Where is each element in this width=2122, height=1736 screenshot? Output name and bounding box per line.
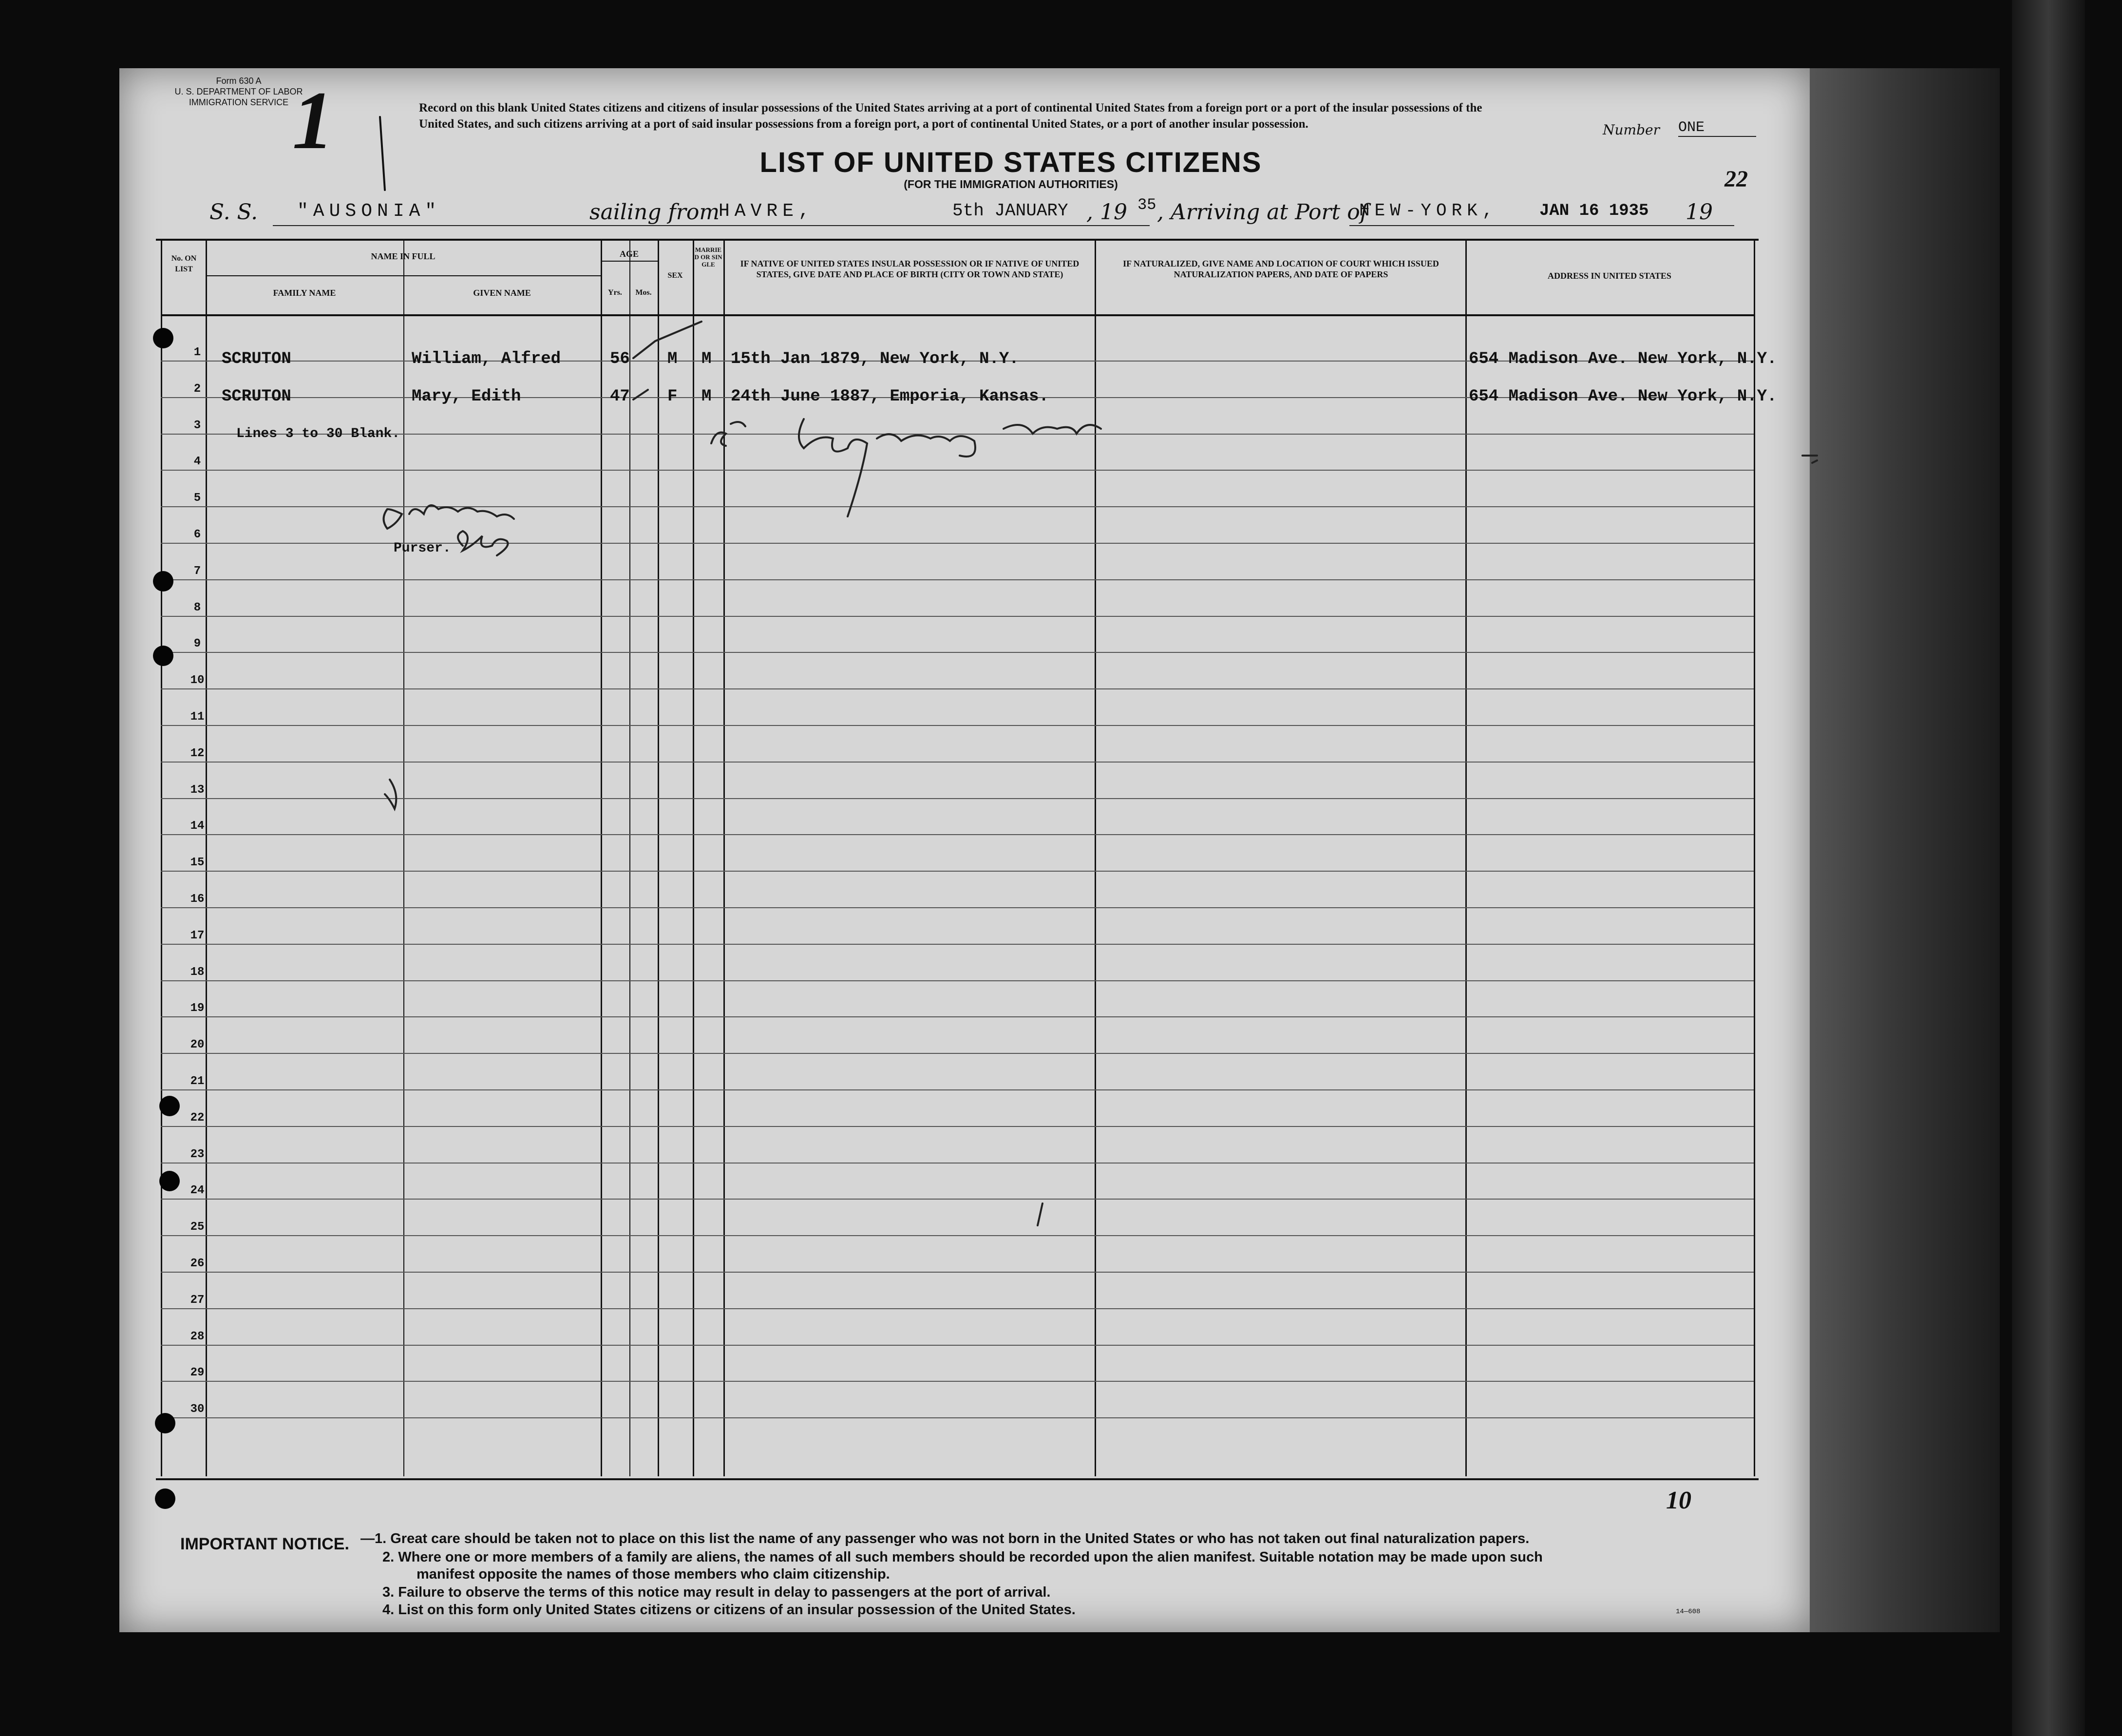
address-1: 654 Madison Ave. New York, N.Y.	[1469, 350, 1777, 368]
age-1: 56	[610, 350, 630, 368]
row-number: 9	[193, 637, 201, 651]
row-number: 27	[190, 1293, 205, 1307]
sailing-label: sailing from	[589, 200, 720, 225]
row-number: 28	[190, 1330, 205, 1343]
row-number: 4	[193, 455, 201, 469]
given-name-2: Mary, Edith	[412, 387, 521, 406]
marital-1: M	[701, 350, 712, 368]
header-married-single: MARRIED OR SINGLE	[694, 246, 722, 268]
header-given-name: GIVEN NAME	[473, 288, 531, 298]
ship-name: "AUSONIA"	[297, 201, 441, 222]
row-number: 20	[190, 1038, 205, 1052]
header-sex: SEX	[667, 271, 683, 280]
row-number: 5	[193, 492, 201, 505]
row-number: 11	[190, 710, 205, 724]
notice-item-1: —1. Great care should be taken not to place on this list the name of any passenger who was not born in the United States or who has not taken out final naturalization papers.	[360, 1531, 1530, 1546]
year-suffix: 35	[1137, 196, 1156, 214]
row-number: 8	[193, 601, 201, 614]
page-subtitle: (FOR THE IMMIGRATION AUTHORITIES)	[904, 178, 1118, 191]
row-number: 21	[190, 1075, 205, 1088]
header-age: AGE	[619, 249, 639, 259]
row-number: 12	[190, 746, 205, 760]
number-label: Number	[1603, 122, 1660, 138]
row-number: 19	[190, 1002, 205, 1015]
row-number: 14	[190, 820, 205, 833]
notice-item-2: 2. Where one or more members of a family are aliens, the names of all such members should be recorded upon the alien manifest. Suitable notation may be made upon such	[382, 1549, 1543, 1565]
address-2: 654 Madison Ave. New York, N.Y.	[1469, 387, 1777, 406]
age-2: 47	[610, 387, 630, 406]
year-prefix: , 19	[1086, 200, 1127, 225]
row-number: 10	[190, 674, 205, 687]
binding-hole	[159, 1096, 180, 1116]
arrival-port: NEW-YORK,	[1359, 201, 1498, 221]
given-name-1: William, Alfred	[412, 350, 561, 368]
handwritten-list-number: 1	[292, 75, 334, 166]
stamp-number: 10	[1666, 1487, 1691, 1514]
number-value: ONE	[1678, 119, 1756, 137]
blank-lines-note: Lines 3 to 30 Blank.	[236, 426, 400, 441]
row-number: 29	[190, 1366, 205, 1380]
row-number: 22	[190, 1111, 205, 1125]
row-number: 7	[193, 564, 201, 578]
row-number: 26	[190, 1257, 205, 1270]
family-name-1: SCRUTON	[222, 350, 291, 368]
header-no-on-list: No. ON LIST	[171, 254, 197, 273]
binding-hole	[155, 1488, 175, 1509]
header-yrs: Yrs.	[608, 288, 622, 297]
row-number: 25	[190, 1221, 205, 1234]
form-identifier: Form 630 A U. S. DEPARTMENT OF LABOR IMMIGRATION SERVICE	[174, 76, 303, 107]
binding-hole	[155, 1413, 175, 1433]
row-number: 6	[193, 528, 201, 541]
header-mos: Mos.	[635, 288, 652, 297]
notice-heading: IMPORTANT NOTICE.	[180, 1535, 349, 1553]
binding-hole	[159, 1171, 180, 1191]
binding-hole	[153, 328, 173, 348]
header-place-of-birth: IF NATIVE OF UNITED STATES INSULAR POSSESSION OR IF NATIVE OF UNITED STATES, GIVE DATE AND PLACE OF BIRTH (CITY OR TOWN AND STATE)	[740, 259, 1080, 279]
header-address: ADDRESS IN UNITED STATES	[1548, 271, 1671, 281]
notice-item-4: 4. List on this form only United States citizens or citizens of an insular possession of the United States.	[382, 1602, 1076, 1618]
page-title: LIST OF UNITED STATES CITIZENS	[759, 147, 1262, 178]
form-code: 14—608	[1676, 1608, 1701, 1616]
notice-item-3: 3. Failure to observe the terms of this notice may result in delay to passengers at the port of arrival.	[382, 1584, 1051, 1600]
header-naturalization: IF NATURALIZED, GIVE NAME AND LOCATION OF COURT WHICH ISSUED NATURALIZATION PAPERS, AND DATE OF PAPERS	[1123, 259, 1439, 279]
purser-label: Purser.	[394, 541, 451, 556]
arriving-label: , Arriving at Port of	[1157, 200, 1368, 225]
birth-2: 24th June 1887, Emporia, Kansas.	[731, 387, 1049, 406]
row-number: 24	[190, 1184, 205, 1198]
departure-port: HAVRE,	[719, 201, 815, 222]
row-number: 15	[190, 856, 205, 870]
marital-2: M	[701, 387, 712, 406]
sex-1: M	[667, 350, 678, 368]
row-number: 13	[190, 783, 205, 797]
row-number: 23	[190, 1147, 205, 1161]
ss-label: S. S.	[209, 200, 258, 225]
header-name-in-full: NAME IN FULL	[371, 251, 436, 261]
notice-item-2-cont: manifest opposite the names of those members who claim citizenship.	[417, 1566, 890, 1582]
row-number: 16	[190, 893, 205, 906]
arrival-date-stamp: JAN 16 1935	[1539, 202, 1649, 220]
year-end: 19	[1686, 200, 1713, 225]
row-number: 2	[193, 382, 201, 396]
binding-hole	[153, 571, 173, 591]
row-number: 3	[193, 419, 201, 432]
birth-1: 15th Jan 1879, New York, N.Y.	[731, 350, 1019, 368]
page-number: 22	[1724, 166, 1748, 192]
binding-hole	[153, 646, 173, 666]
row-number: 18	[190, 965, 205, 979]
departure-date: 5th JANUARY	[952, 201, 1068, 221]
family-name-2: SCRUTON	[222, 387, 291, 406]
form-instructions: Record on this blank United States citizens and citizens of insular possessions of the United States arriving at a port of continental United States from a foreign port or a port of the insular possessions of the United States, and such citizens arriving at a port of said insular possessions from a foreign port, a port of continental United States, or a port of another insular possession.	[419, 101, 1482, 131]
row-number: 30	[190, 1403, 205, 1416]
row-number: 1	[193, 346, 201, 359]
row-number: 17	[190, 929, 205, 942]
header-family-name: FAMILY NAME	[273, 288, 336, 298]
sex-2: F	[667, 387, 678, 406]
